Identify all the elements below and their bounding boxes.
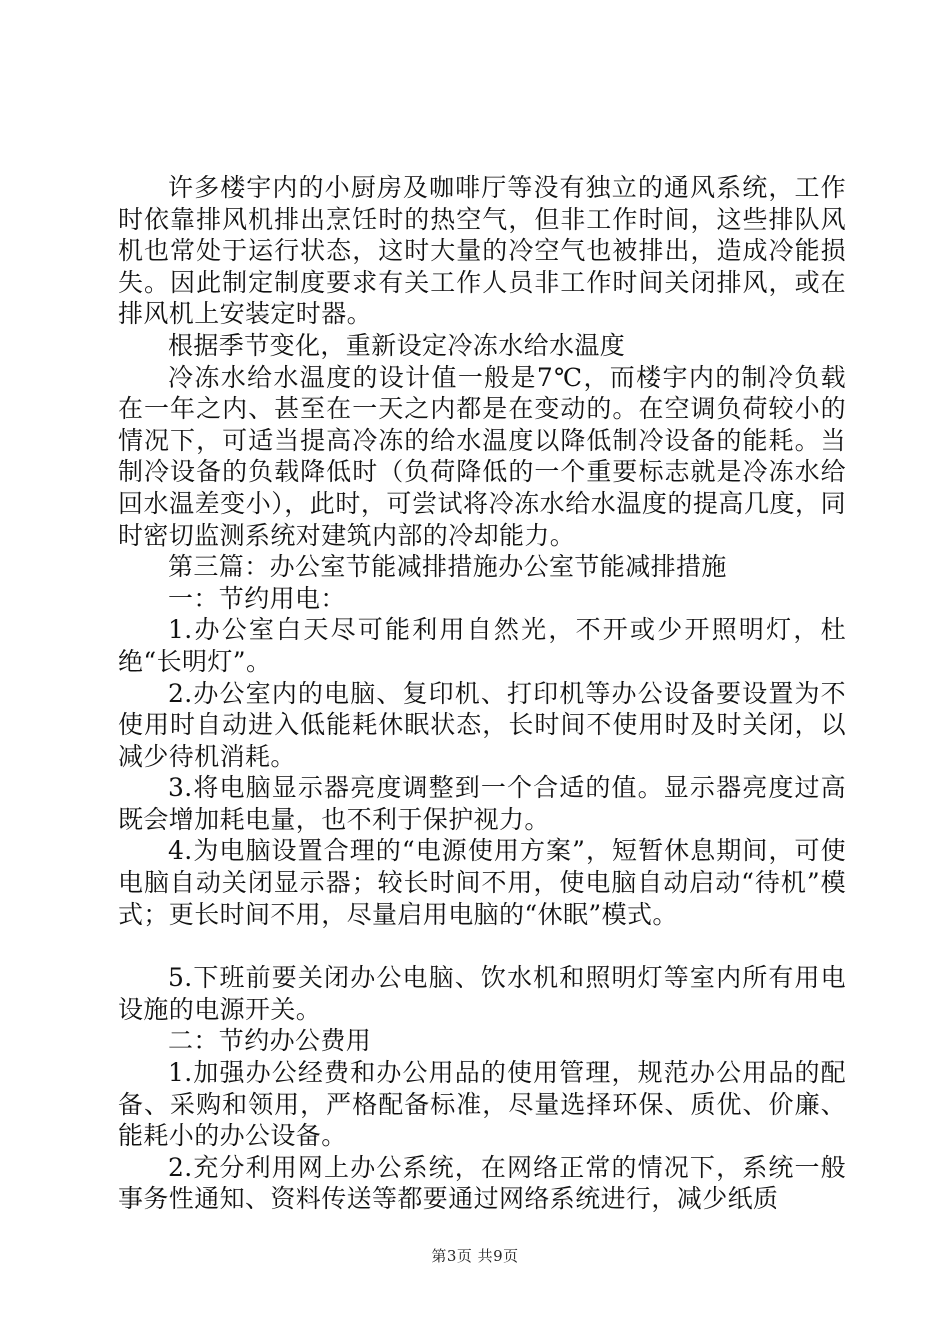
list-item-1: 1.办公室白天尽可能利用自然光，不开或少开照明灯，杜绝“长明灯”。 xyxy=(118,615,846,676)
paragraph-chilled-water: 冷冻水给水温度的设计值一般是7℃，而楼宇内的制冷负载在一年之内、甚至在一天之内都是在变动的。在空调负荷较小的情况下，可适当提高冷冻的给水温度以降低制冷设备的能耗。当制冷设备的负载降低时（负荷降低的一个重要标志就是冷冻水给回水温差变小），此时，可尝试将冷冻水给水温度的提高几度，同时密切监测系统对建筑内部的冷却能力。 xyxy=(118,362,846,550)
list-item-3: 3.将电脑显示器亮度调整到一个合适的值。显示器亮度过高既会增加耗电量，也不利于保护视力。 xyxy=(118,773,846,834)
section-title-part-three: 第三篇：办公室节能减排措施办公室节能减排措施 xyxy=(168,552,727,582)
subheading-save-office-costs: 二：节约办公费用 xyxy=(168,1026,372,1056)
list-item-5: 5.下班前要关闭办公电脑、饮水机和照明灯等室内所有用电设施的电源开关。 xyxy=(118,963,846,1024)
list-item-cost-1: 1.加强办公经费和办公用品的使用管理，规范办公用品的配备、采购和领用，严格配备标准，尽量选择环保、质优、价廉、能耗小的办公设备。 xyxy=(118,1058,846,1151)
page-number-footer: 第3页 共9页 xyxy=(431,1247,519,1265)
subheading-save-electricity: 一：节约用电： xyxy=(168,583,346,613)
paragraph-ventilation: 许多楼宇内的小厨房及咖啡厅等没有独立的通风系统，工作时依靠排风机排出烹饪时的热空气，但非工作时间，这些排队风机也常处于运行状态，这时大量的冷空气也被排出，造成冷能损失。因此制定制度要求有关工作人员非工作时间关闭排风，或在排风机上安装定时器。 xyxy=(118,173,846,329)
list-item-4: 4.为电脑设置合理的“电源使用方案”，短暂休息期间，可使电脑自动关闭显示器；较长时间不用，使电脑自动启动“待机”模式；更长时间不用，尽量启用电脑的“休眠”模式。 xyxy=(118,836,846,929)
list-item-cost-2: 2.充分利用网上办公系统，在网络正常的情况下，系统一般事务性通知、资料传送等都要通过网络系统进行，减少纸质 xyxy=(118,1152,846,1214)
document-body xyxy=(118,172,846,1215)
paragraph-heading-season: 根据季节变化，重新设定冷冻水给水温度 xyxy=(168,330,626,360)
list-item-2: 2.办公室内的电脑、复印机、打印机等办公设备要设置为不使用时自动进入低能耗休眠状态，长时间不使用时及时关闭，以减少待机消耗。 xyxy=(118,678,846,771)
